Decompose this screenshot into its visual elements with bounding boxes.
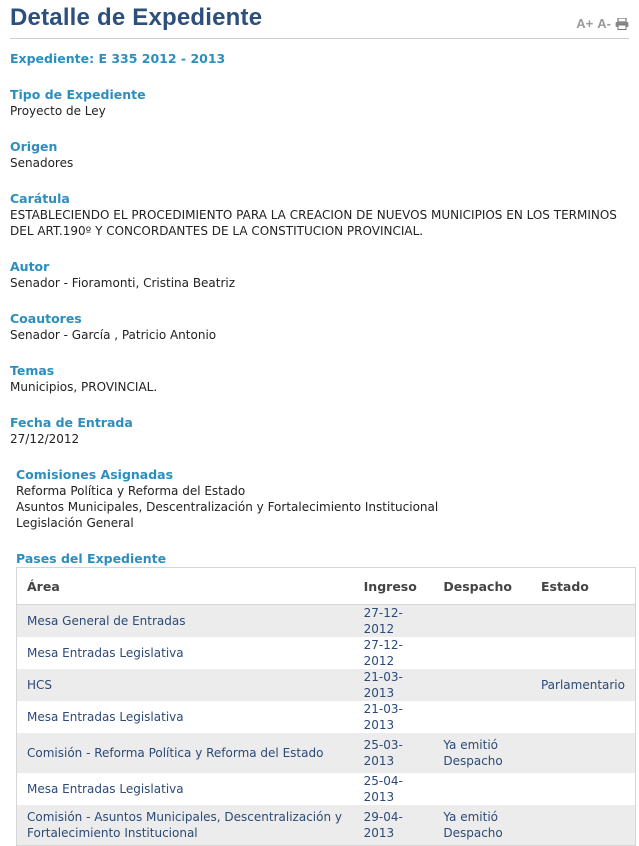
coautores-value: Senador - García , Patricio Antonio	[10, 328, 217, 342]
tipo-label: Tipo de Expediente	[10, 87, 146, 102]
pases-header-row	[17, 568, 636, 605]
estado-cell	[531, 805, 636, 845]
despacho-cell	[433, 701, 531, 733]
estado-cell	[531, 637, 636, 669]
expediente-number: Expediente: E 335 2012 - 2013	[10, 51, 226, 66]
table-row	[17, 701, 636, 733]
area-cell: Mesa Entradas Legislativa	[17, 773, 354, 805]
fecha-entrada-value: 27/12/2012	[10, 432, 80, 446]
title-divider	[10, 38, 629, 39]
table-row	[17, 805, 636, 845]
despacho-cell	[433, 605, 531, 638]
comisiones-label: Comisiones Asignadas	[16, 467, 174, 482]
estado-cell	[531, 605, 636, 638]
page-title: Detalle de Expediente	[10, 4, 263, 31]
table-row	[17, 605, 636, 638]
estado-cell: Parlamentario	[531, 669, 636, 701]
table-row	[17, 733, 636, 773]
table-row	[17, 773, 636, 805]
despacho-cell: Ya emitió Despacho	[433, 733, 531, 773]
temas-label: Temas	[10, 363, 55, 378]
ingreso-column-header: Ingreso	[354, 568, 434, 605]
autor-value: Senador - Fioramonti, Cristina Beatriz	[10, 276, 236, 290]
pases-table	[16, 567, 636, 846]
origen-value: Senadores	[10, 156, 74, 170]
despacho-cell	[433, 669, 531, 701]
despacho-cell	[433, 637, 531, 669]
comisiones-list	[16, 483, 438, 531]
ingreso-cell: 29-04-2013	[354, 805, 434, 845]
ingreso-cell: 27-12-2012	[354, 605, 434, 638]
estado-cell	[531, 773, 636, 805]
area-cell: Mesa Entradas Legislativa	[17, 637, 354, 669]
area-cell: Comisión - Reforma Política y Reforma del Estado	[17, 733, 354, 773]
area-cell: Mesa General de Entradas	[17, 605, 354, 638]
estado-cell	[531, 733, 636, 773]
origen-label: Origen	[10, 139, 58, 154]
despacho-column-header: Despacho	[433, 568, 531, 605]
comision-item: Asuntos Municipales, Descentralización y Fortalecimiento Institucional	[16, 500, 439, 514]
estado-cell	[531, 701, 636, 733]
area-cell: Mesa Entradas Legislativa	[17, 701, 354, 733]
pases-label: Pases del Expediente	[16, 551, 167, 566]
tipo-value: Proyecto de Ley	[10, 104, 106, 118]
estado-column-header: Estado	[531, 568, 636, 605]
text-tools	[576, 16, 629, 31]
table-row	[17, 637, 636, 669]
caratula-value: ESTABLECIENDO EL PROCEDIMIENTO PARA LA CREACION DE NUEVOS MUNICIPIOS EN LOS TERMINOS DEL ART.190º Y CONCORDANTES DE LA CONSTITUCION PROVINCIAL.	[10, 208, 617, 238]
ingreso-cell: 25-03-2013	[354, 733, 434, 773]
autor-label: Autor	[10, 259, 50, 274]
ingreso-cell: 27-12-2012	[354, 637, 434, 669]
ingreso-cell: 21-03-2013	[354, 701, 434, 733]
table-row	[17, 669, 636, 701]
fecha-entrada-label: Fecha de Entrada	[10, 415, 133, 430]
caratula-label: Carátula	[10, 191, 70, 206]
ingreso-cell: 25-04-2013	[354, 773, 434, 805]
area-column-header: Área	[17, 568, 354, 605]
area-cell: HCS	[17, 669, 354, 701]
despacho-cell: Ya emitió Despacho	[433, 805, 531, 845]
font-decrease-button[interactable]: A-	[597, 16, 611, 31]
area-cell: Comisión - Asuntos Municipales, Descentralización y Fortalecimiento Institucional	[17, 805, 354, 845]
comision-item: Legislación General	[16, 516, 134, 530]
coautores-label: Coautores	[10, 311, 82, 326]
ingreso-cell: 21-03-2013	[354, 669, 434, 701]
despacho-cell	[433, 773, 531, 805]
print-icon[interactable]	[615, 18, 629, 30]
font-increase-button[interactable]: A+	[576, 16, 594, 31]
temas-value: Municipios, PROVINCIAL.	[10, 380, 158, 394]
comision-item: Reforma Política y Reforma del Estado	[16, 484, 246, 498]
